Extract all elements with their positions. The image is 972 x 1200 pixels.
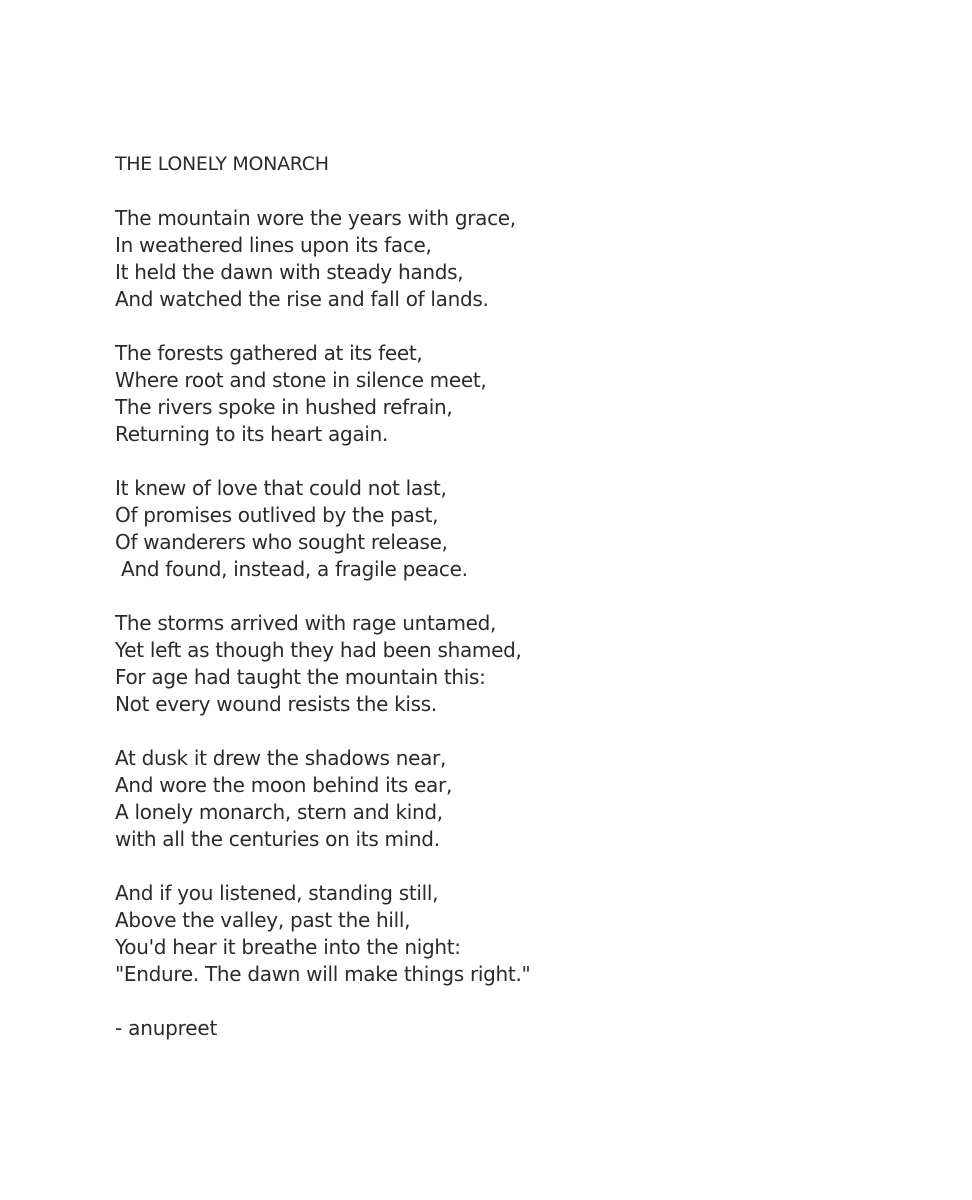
poem-line: Returning to its heart again. <box>115 422 389 446</box>
author-signature: - anupreet <box>115 1016 218 1040</box>
stanza-1 <box>115 205 935 313</box>
stanza-5 <box>115 745 935 853</box>
poem-line: The rivers spoke in hushed refrain, <box>115 395 453 419</box>
poem-line: The forests gathered at its feet, <box>115 341 423 365</box>
poem-line: Of promises outlived by the past, <box>115 503 439 527</box>
poem-line: And found, instead, a fragile peace. <box>115 557 468 581</box>
poem-line: For age had taught the mountain this: <box>115 665 486 689</box>
poem-line: And if you listened, standing still, <box>115 881 439 905</box>
poem-line: And wore the moon behind its ear, <box>115 773 452 797</box>
poem-line: Above the valley, past the hill, <box>115 908 411 932</box>
poem-line: Where root and stone in silence meet, <box>115 368 487 392</box>
poem-line: It held the dawn with steady hands, <box>115 260 464 284</box>
stanza-3 <box>115 475 935 583</box>
stanza-6 <box>115 880 935 988</box>
poem-line: The storms arrived with rage untamed, <box>115 611 497 635</box>
poem-container <box>115 152 935 1042</box>
poem-line: You'd hear it breathe into the night: <box>115 935 461 959</box>
poem-line: with all the centuries on its mind. <box>115 827 440 851</box>
poem-line: Of wanderers who sought release, <box>115 530 448 554</box>
poem-line: And watched the rise and fall of lands. <box>115 287 489 311</box>
poem-line: The mountain wore the years with grace, <box>115 206 516 230</box>
stanza-2 <box>115 340 935 448</box>
poem-line: Not every wound resists the kiss. <box>115 692 437 716</box>
poem-line: In weathered lines upon its face, <box>115 233 432 257</box>
poem-line: "Endure. The dawn will make things right." <box>115 962 531 986</box>
poem-line: At dusk it drew the shadows near, <box>115 746 447 770</box>
poem-line: A lonely monarch, stern and kind, <box>115 800 443 824</box>
poem-line: It knew of love that could not last, <box>115 476 447 500</box>
stanza-4 <box>115 610 935 718</box>
poem-body <box>115 205 935 988</box>
poem-line: Yet left as though they had been shamed, <box>115 638 522 662</box>
poem-title: THE LONELY MONARCH <box>115 153 329 175</box>
